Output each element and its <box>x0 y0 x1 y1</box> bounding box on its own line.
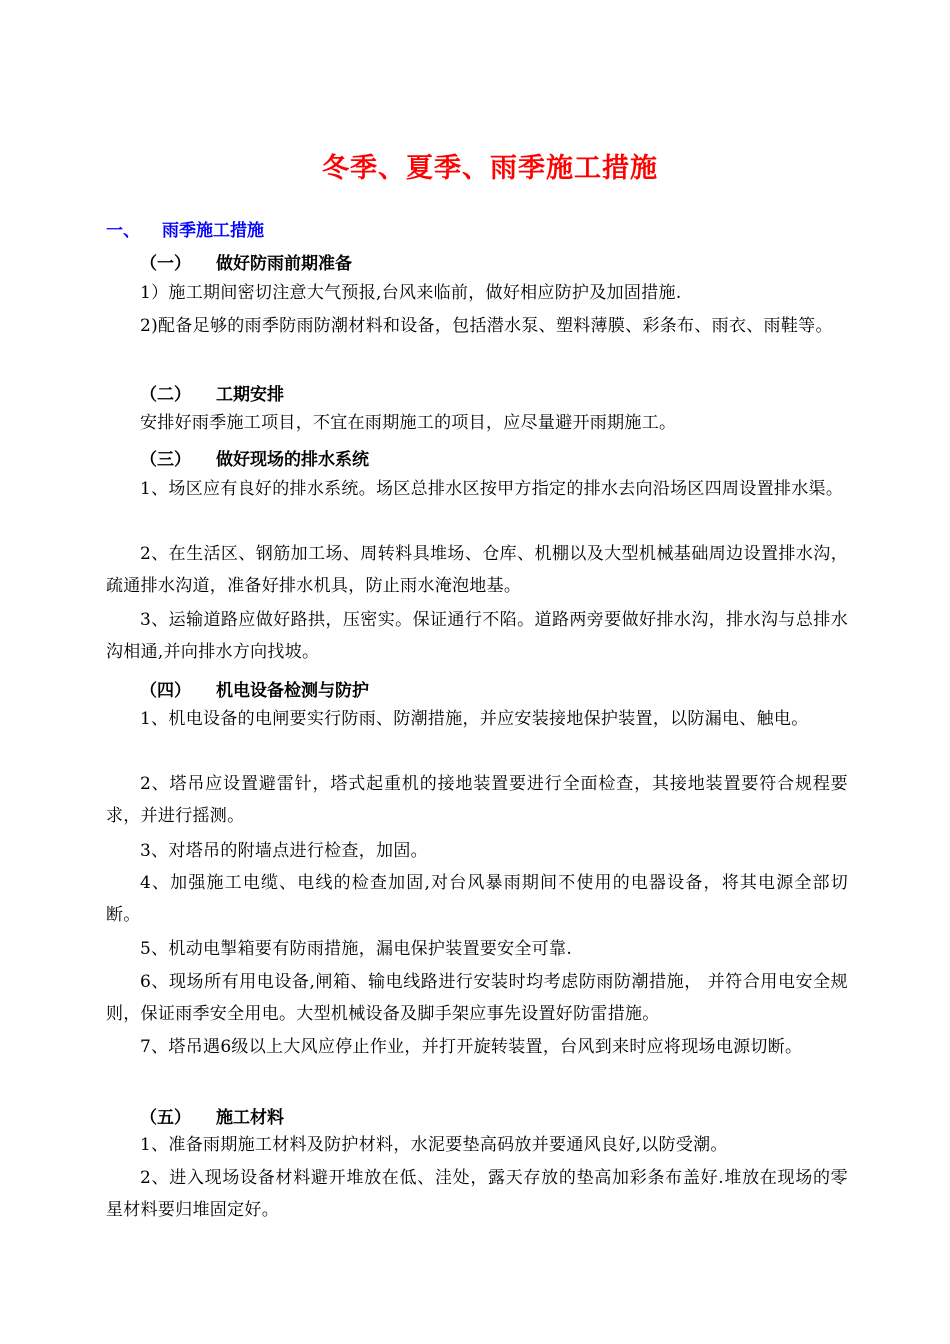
subheading-schedule <box>140 380 284 405</box>
paragraph: 2)配备足够的雨季防雨防潮材料和设备，包括潜水泵、塑料薄膜、彩条布、雨衣、雨鞋等。 <box>140 316 833 336</box>
subheading-drainage <box>140 445 369 470</box>
subheading-number: （二） <box>140 385 191 405</box>
subheading-title: 做好防雨前期准备 <box>216 254 352 274</box>
section-number: 一、 <box>106 221 140 241</box>
paragraph: 7、塔吊遇6级以上大风应停止作业，并打开旋转装置，台风到来时应将现场电源切断。 <box>140 1037 803 1057</box>
paragraph: 5、机动电掣箱要有防雨措施，漏电保护装置要安全可靠. <box>140 939 573 959</box>
subheading-title: 施工材料 <box>216 1108 284 1128</box>
subheading-materials <box>140 1103 284 1128</box>
page-title: 冬季、夏季、雨季施工措施 <box>322 153 658 184</box>
subheading-electrical <box>140 676 369 701</box>
paragraph: 1、场区应有良好的排水系统。场区总排水区按甲方指定的排水去向沿场区四周设置排水渠。 <box>140 479 844 499</box>
subheading-number: （四） <box>140 681 191 701</box>
subheading-title: 工期安排 <box>216 385 284 405</box>
paragraph: 2、在生活区、钢筋加工场、周转料具堆场、仓库、机棚以及大型机械基础周边设置排水沟，疏通排水沟道，准备好排水机具，防止雨水淹泡地基。 <box>106 544 848 596</box>
section-title: 雨季施工措施 <box>162 221 264 241</box>
paragraph: 2、进入现场设备材料避开堆放在低、洼处，露天存放的垫高加彩条布盖好.堆放在现场的零星材料要归堆固定好。 <box>106 1168 848 1220</box>
subheading-number: （三） <box>140 450 191 470</box>
paragraph: 1、机电设备的电闸要实行防雨、防潮措施，并应安装接地保护装置，以防漏电、触电。 <box>140 709 809 729</box>
paragraph: 安排好雨季施工项目，不宜在雨期施工的项目，应尽量避开雨期施工。 <box>140 413 677 433</box>
paragraph: 4、加强施工电缆、电线的检查加固,对台风暴雨期间不使用的电器设备，将其电源全部切断。 <box>106 873 848 925</box>
subheading-title: 做好现场的排水系统 <box>216 450 369 470</box>
subheading-number: （五） <box>140 1108 191 1128</box>
paragraph: 2、塔吊应设置避雷针，塔式起重机的接地装置要进行全面检查，其接地装置要符合规程要求，并进行摇测。 <box>106 774 848 826</box>
paragraph: 1、准备雨期施工材料及防护材料，水泥要垫高码放并要通风良好,以防受潮。 <box>140 1135 728 1155</box>
subheading-number: （一） <box>140 254 191 274</box>
subheading-preparation <box>140 249 352 274</box>
paragraph: 6、现场所有用电设备,闸箱、输电线路进行安装时均考虑防雨防潮措施， 并符合用电安全规则，保证雨季安全用电。大型机械设备及脚手架应事先设置好防雷措施。 <box>106 972 848 1024</box>
paragraph: 3、对塔吊的附墙点进行检查，加固。 <box>140 841 428 861</box>
section-heading-rainy-season <box>106 216 264 241</box>
subheading-title: 机电设备检测与防护 <box>216 681 369 701</box>
paragraph: 3、运输道路应做好路拱，压密实。保证通行不陷。道路两旁要做好排水沟，排水沟与总排水沟相通,并向排水方向找坡。 <box>106 610 848 662</box>
paragraph: 1）施工期间密切注意大气预报,台风来临前，做好相应防护及加固措施. <box>140 283 682 303</box>
